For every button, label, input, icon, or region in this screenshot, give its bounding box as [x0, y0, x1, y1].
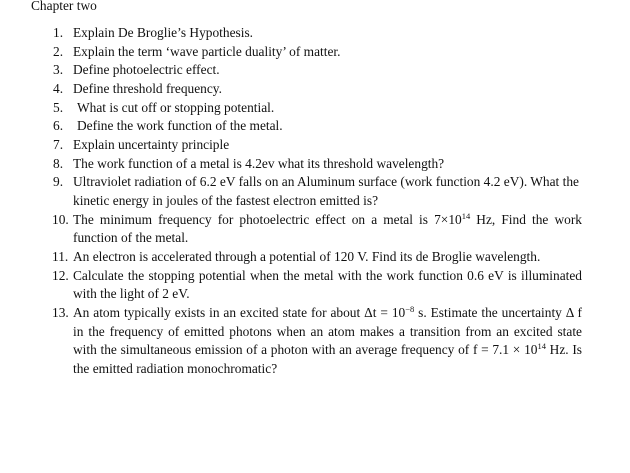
question-number: 9.	[53, 174, 64, 190]
question-text: An electron is accelerated through a potential of 120 V. Find its de Broglie wavelength.	[73, 248, 541, 264]
question-item-5	[0, 99, 582, 118]
question-number: 4.	[53, 80, 64, 96]
question-number: 8.	[53, 155, 64, 171]
question-text: Define the work function of the metal.	[77, 118, 283, 134]
question-text	[73, 211, 582, 248]
question-number: 11.	[52, 248, 69, 264]
question-text: Explain De Broglie’s Hypothesis.	[73, 25, 254, 40]
question-number: 10.	[52, 211, 69, 227]
question-item-12	[0, 267, 582, 304]
question-text-part: Hz, Find the work function of the metal.	[73, 211, 582, 246]
superscript-exponent: 14	[537, 341, 546, 352]
question-number: 1.	[53, 25, 64, 40]
question-text-part: s. Estimate the uncertainty Δ f in the frequency of emitted photons when an atom makes a transition from an excited state with the simultaneous emission of a photon with an average frequency of f = 7.1 × 10	[73, 304, 583, 358]
question-text: Calculate the stopping potential when the metal with the work function 0.6 eV is illuminated with the light of 2 eV.	[73, 267, 582, 302]
question-item-8	[0, 155, 582, 174]
question-text-part: Hz. Is the emitted radiation monochromatic?	[73, 342, 583, 376]
question-text: Define photoelectric effect.	[73, 62, 220, 78]
question-number: 5.	[53, 99, 64, 115]
superscript-exponent: 14	[461, 210, 471, 221]
question-item-10	[0, 211, 582, 248]
question-number: 3.	[53, 62, 64, 78]
question-item-9	[0, 173, 582, 210]
question-text-part: An atom typically exists in an excited state for about Δt = 10	[73, 304, 406, 320]
question-item-3	[0, 61, 582, 80]
question-item-13	[0, 304, 582, 379]
question-number: 6.	[53, 118, 64, 134]
question-item-7	[0, 136, 582, 155]
question-number: 2.	[53, 43, 64, 59]
question-item-6	[0, 117, 582, 136]
question-list	[0, 24, 630, 378]
question-text: The work function of a metal is 4.2ev what its threshold wavelength?	[73, 155, 445, 171]
chapter-title: Chapter two	[31, 0, 97, 13]
question-text: Define threshold frequency.	[73, 80, 222, 96]
question-number: 7.	[53, 136, 64, 152]
question-text: Ultraviolet radiation of 6.2 eV falls on an Aluminum surface (work function 4.2 eV). What the kinetic energy in joules of the fastest electron emitted is?	[73, 174, 579, 208]
question-text: Explain the term ‘wave particle duality’ of matter.	[73, 43, 341, 59]
question-text	[73, 304, 582, 379]
question-number: 12.	[52, 267, 69, 283]
superscript-exponent: −8	[405, 303, 415, 314]
question-item-1	[0, 24, 582, 43]
question-item-11	[0, 248, 582, 267]
question-text-part: The minimum frequency for photoelectric effect on a metal is 7×10	[73, 211, 462, 227]
question-item-4	[0, 80, 582, 99]
question-item-2	[0, 43, 582, 62]
question-text: What is cut off or stopping potential.	[77, 99, 275, 115]
question-text: Explain uncertainty principle	[73, 136, 230, 152]
question-number: 13.	[52, 304, 69, 320]
